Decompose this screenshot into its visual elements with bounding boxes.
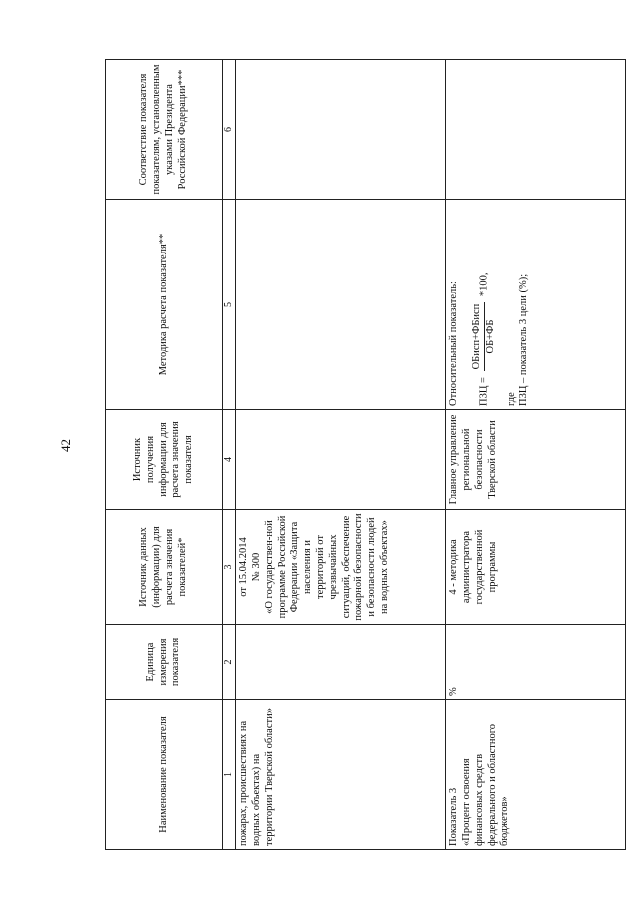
row1-name: пожарах, происшествиях на водных объектах) на территории Тверской области» (236, 700, 446, 850)
header-row (106, 60, 223, 850)
row2-data-source: 4 - методика администратора государственной программы (446, 510, 626, 625)
row1-method (236, 200, 446, 410)
col-num-5: 5 (223, 200, 236, 410)
page-number: 42 (58, 439, 73, 452)
formula-left: П3Ц = (478, 377, 490, 406)
row2-match (446, 60, 626, 200)
formula (471, 203, 498, 406)
col-num-4: 4 (223, 410, 236, 510)
column-number-row (223, 60, 236, 850)
row2-unit: % (446, 625, 626, 700)
formula-legend: П3Ц – показатель 3 цели (%); (518, 273, 530, 406)
col-num-3: 3 (223, 510, 236, 625)
col-num-6: 6 (223, 60, 236, 200)
row1-match (236, 60, 446, 200)
row1-data-source: от 15.04.2014 № 300 «О государствен-ной программе Российской Федерации «Защита населения и территорий от чрезвычайных ситуаций, обеспечение пожарной безопасности и безопасности людей на водных объектах» (236, 510, 446, 625)
col-num-1: 1 (223, 700, 236, 850)
row2-name: Показатель 3 «Процент освоения финансовых средств федерального и областного бюджетов» (446, 700, 626, 850)
method-title: Относительный показатель: (448, 281, 460, 406)
col-num-2: 2 (223, 625, 236, 700)
formula-fraction (471, 302, 498, 372)
row2-method (446, 200, 626, 410)
row1-info-source (236, 410, 446, 510)
indicator-table (105, 59, 626, 850)
formula-numerator: ОБисп+ФБисп (471, 302, 485, 372)
header-method: Методика расчета показателя** (106, 200, 223, 410)
table-row (446, 60, 626, 850)
table-row (236, 60, 446, 850)
header-info-source: Источник получения информации для расчета значения показателя (106, 410, 223, 510)
row1-unit (236, 625, 446, 700)
formula-multiplier: *100, (478, 272, 490, 297)
header-name: Наименование показателя (106, 700, 223, 850)
indicator-table-rotated (105, 60, 625, 850)
header-unit: Единица измерения показателя (106, 625, 223, 700)
header-data-source: Источник данных (информации) для расчета значения показателей* (106, 510, 223, 625)
formula-denominator: ОБ+ФБ (484, 319, 496, 354)
where-label: где (505, 392, 517, 406)
row2-info-source: Главное управление региональной безопасности Тверской области (446, 410, 626, 510)
header-match: Соответствие показателя показателям, установленным указами Президента Российской Федерации*** (106, 60, 223, 200)
